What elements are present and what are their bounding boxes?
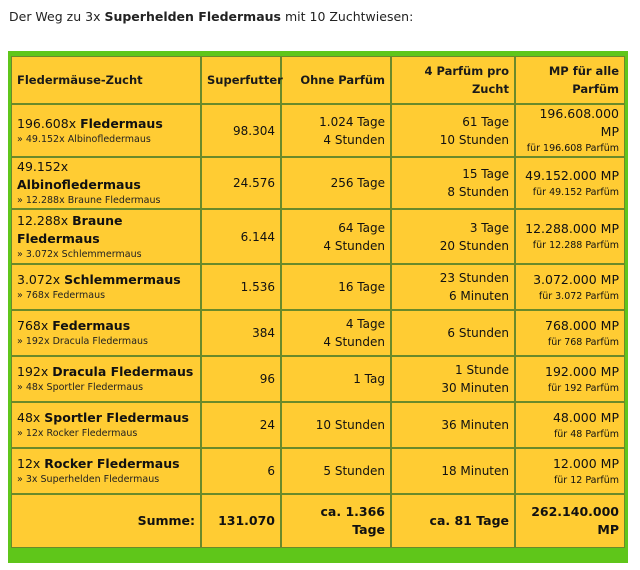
table-footer-row <box>11 494 625 548</box>
row-count: 12.288x <box>17 212 69 228</box>
row-sub: » 3.072x Schlemmermaus <box>17 248 142 260</box>
row-count: 768x <box>17 318 49 333</box>
cell-superfutter: 6.144 <box>201 209 281 264</box>
cell-ohne-parfum: 1.024 Tage 4 Stunden <box>281 104 391 157</box>
row-name: Albinofledermaus <box>17 177 141 192</box>
row-name: Rocker Fledermaus <box>44 456 180 471</box>
row-name: Braune Fledermaus <box>17 212 123 246</box>
footer-ohne-parfum: ca. 1.366 Tage <box>281 494 391 548</box>
table-row <box>11 448 625 494</box>
cell-superfutter: 6 <box>201 448 281 494</box>
cell-zucht <box>11 448 201 494</box>
header-4-parfum-line2: Zucht <box>471 82 509 96</box>
header-mp <box>515 56 625 104</box>
cell-ohne-parfum: 256 Tage <box>281 157 391 209</box>
row-sub: » 12.288x Braune Fledermaus <box>17 195 161 206</box>
row-name: Dracula Fledermaus <box>52 364 194 379</box>
row-sub: » 192x Dracula Fledermaus <box>17 336 148 347</box>
header-superfutter: Superfutter <box>201 56 281 104</box>
row-count: 48x <box>17 410 41 425</box>
cell-superfutter: 1.536 <box>201 264 281 310</box>
intro-prefix: Der Weg zu 3x <box>9 9 101 24</box>
table-header-row <box>11 56 625 104</box>
cell-superfutter: 24.576 <box>201 157 281 209</box>
header-4-parfum-line1: 4 Parfüm pro <box>424 64 509 78</box>
intro-bold: Superhelden Fledermaus <box>104 9 281 24</box>
cell-ohne-parfum: 5 Stunden <box>281 448 391 494</box>
cell-zucht <box>11 157 201 209</box>
row-sub: » 3x Superhelden Fledermaus <box>17 474 160 485</box>
row-name: Schlemmermaus <box>64 272 181 287</box>
row-sub: » 768x Federmaus <box>17 290 106 301</box>
row-count: 196.608x <box>17 115 77 131</box>
table-row <box>11 356 625 402</box>
cell-zucht <box>11 356 201 402</box>
cell-superfutter: 96 <box>201 356 281 402</box>
footer-superfutter: 131.070 <box>201 494 281 548</box>
header-ohne-parfum: Ohne Parfüm <box>281 56 391 104</box>
breeding-table-panel <box>8 51 628 563</box>
row-count: 49.152x <box>17 159 69 174</box>
cell-mp: 49.152.000 MP für 49.152 Parfüm <box>515 157 625 209</box>
cell-zucht <box>11 402 201 448</box>
cell-superfutter: 24 <box>201 402 281 448</box>
cell-zucht <box>11 310 201 356</box>
cell-4-parfum: 23 Stunden 6 Minuten <box>391 264 515 310</box>
cell-4-parfum: 3 Tage 20 Stunden <box>391 209 515 264</box>
header-mp-line1: MP für alle <box>548 64 619 78</box>
row-name: Sportler Fledermaus <box>44 410 189 425</box>
row-count: 12x <box>17 456 41 471</box>
row-name: Fledermaus <box>80 115 163 131</box>
cell-ohne-parfum: 64 Tage 4 Stunden <box>281 209 391 264</box>
cell-mp: 192.000 MP für 192 Parfüm <box>515 356 625 402</box>
cell-mp: 196.608.000 MP für 196.608 Parfüm <box>515 104 625 157</box>
cell-4-parfum: 1 Stunde 30 Minuten <box>391 356 515 402</box>
intro-suffix: mit 10 Zuchtwiesen: <box>284 9 414 24</box>
row-count: 3.072x <box>17 272 61 287</box>
table-row <box>11 104 625 157</box>
cell-ohne-parfum: 1 Tag <box>281 356 391 402</box>
cell-mp: 12.288.000 MP für 12.288 Parfüm <box>515 209 625 264</box>
cell-mp: 48.000 MP für 48 Parfüm <box>515 402 625 448</box>
row-sub: » 49.152x Albinofledermaus <box>17 133 151 145</box>
breeding-table <box>11 56 625 548</box>
cell-ohne-parfum: 4 Tage 4 Stunden <box>281 310 391 356</box>
cell-4-parfum: 6 Stunden <box>391 310 515 356</box>
table-row <box>11 402 625 448</box>
cell-4-parfum: 61 Tage 10 Stunden <box>391 104 515 157</box>
table-row <box>11 157 625 209</box>
table-row <box>11 310 625 356</box>
cell-superfutter: 98.304 <box>201 104 281 157</box>
header-zucht: Fledermäuse-Zucht <box>11 56 201 104</box>
table-row <box>11 264 625 310</box>
footer-label: Summe: <box>11 494 201 548</box>
cell-4-parfum: 36 Minuten <box>391 402 515 448</box>
cell-mp: 12.000 MP für 12 Parfüm <box>515 448 625 494</box>
cell-zucht <box>11 264 201 310</box>
cell-ohne-parfum: 16 Tage <box>281 264 391 310</box>
cell-zucht <box>11 104 201 157</box>
cell-mp: 3.072.000 MP für 3.072 Parfüm <box>515 264 625 310</box>
intro-text <box>9 9 413 24</box>
row-sub: » 48x Sportler Fledermaus <box>17 382 144 393</box>
cell-4-parfum: 18 Minuten <box>391 448 515 494</box>
header-4-parfum <box>391 56 515 104</box>
cell-4-parfum: 15 Tage 8 Stunden <box>391 157 515 209</box>
header-mp-line2: Parfüm <box>572 82 619 96</box>
cell-ohne-parfum: 10 Stunden <box>281 402 391 448</box>
row-count: 192x <box>17 364 49 379</box>
cell-mp: 768.000 MP für 768 Parfüm <box>515 310 625 356</box>
row-sub: » 12x Rocker Fledermaus <box>17 428 138 439</box>
row-name: Federmaus <box>52 318 131 333</box>
cell-superfutter: 384 <box>201 310 281 356</box>
footer-mp: 262.140.000 MP <box>515 494 625 548</box>
cell-zucht <box>11 209 201 264</box>
table-row <box>11 209 625 264</box>
footer-4-parfum: ca. 81 Tage <box>391 494 515 548</box>
